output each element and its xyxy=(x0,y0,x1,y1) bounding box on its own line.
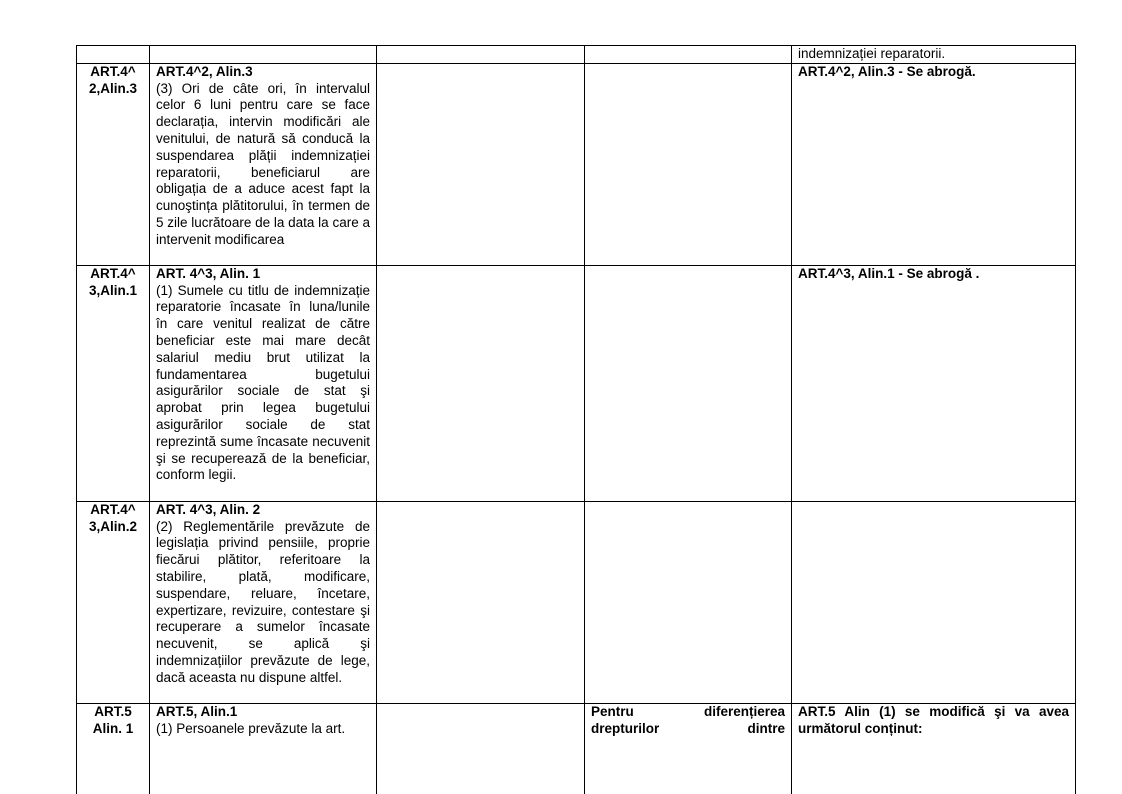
article-cell: ART.4^ 3,Alin.1 xyxy=(77,265,150,501)
motivation-cell xyxy=(585,501,792,703)
article-cell: ART.4^ 3,Alin.2 xyxy=(77,501,150,703)
law-text-cell xyxy=(150,265,377,501)
article-cell xyxy=(77,46,150,64)
empty-cell xyxy=(377,265,585,501)
amendment-cell: indemnizației reparatorii. xyxy=(792,46,1076,64)
law-reference: ART. 4^3, Alin. 1 xyxy=(156,265,261,281)
amendment-cell: ART.5 Alin (1) se modifică şi va avea următorul conținut: xyxy=(792,703,1076,794)
motivation-cell xyxy=(585,46,792,64)
amendment-table xyxy=(76,45,1076,794)
empty-cell xyxy=(377,63,585,265)
table-row xyxy=(77,63,1076,265)
motivation-cell: Pentru diferențierea drepturilor dintre xyxy=(585,703,792,794)
empty-cell xyxy=(377,46,585,64)
amendment-cell xyxy=(792,501,1076,703)
law-text: (3) Ori de câte ori, în intervalul celor 6 luni pentru care se face declarația, intervin modificări ale venitului, de natură să conducă la suspendarea plății indemnizației reparatorii, beneficiarul are obligația de a aduce acest fapt la cunoştința plătitorului, în termen de 5 zile lucrătoare de la data la care a intervenit modificarea xyxy=(156,80,370,247)
empty-cell xyxy=(377,501,585,703)
law-reference: ART. 4^3, Alin. 2 xyxy=(156,501,261,517)
law-text: (1) Sumele cu titlu de indemnizație reparatorie încasate în luna/lunile în care venitul realizat de către beneficiar este mai mare decât salariul mediu brut utilizat la fundamentarea bugetului asigurărilor sociale de stat şi aprobat prin legea bugetului asigurărilor sociale de stat reprezintă sume încasate necuvenit şi se recuperează de la beneficiar, conform legii. xyxy=(156,282,370,483)
table-row xyxy=(77,46,1076,64)
table-row xyxy=(77,703,1076,794)
law-reference: ART.4^2, Alin.3 xyxy=(156,63,253,79)
law-text: (2) Reglementările prevăzute de legislația privind pensiile, proprie fiecărui plătitor, referitoare la stabilire, plată, modificare, suspendare, reluare, încetare, expertizare, revizuire, contestare şi recuperare a sumelor încasate necuvenit, se aplică şi indemnizațiilor prevăzute de lege, dacă aceasta nu dispune altfel. xyxy=(156,518,370,685)
motivation-cell xyxy=(585,265,792,501)
article-cell: ART.5 Alin. 1 xyxy=(77,703,150,794)
law-text-cell xyxy=(150,501,377,703)
law-text-cell xyxy=(150,46,377,64)
law-text: (1) Persoanele prevăzute la art. xyxy=(156,720,346,736)
law-reference: ART.5, Alin.1 xyxy=(156,703,238,719)
law-text-cell xyxy=(150,63,377,265)
amendment-cell: ART.4^3, Alin.1 - Se abrogă . xyxy=(792,265,1076,501)
empty-cell xyxy=(377,703,585,794)
table-row xyxy=(77,501,1076,703)
law-text-cell xyxy=(150,703,377,794)
article-cell: ART.4^ 2,Alin.3 xyxy=(77,63,150,265)
motivation-cell xyxy=(585,63,792,265)
amendment-cell: ART.4^2, Alin.3 - Se abrogă. xyxy=(792,63,1076,265)
table-row xyxy=(77,265,1076,501)
